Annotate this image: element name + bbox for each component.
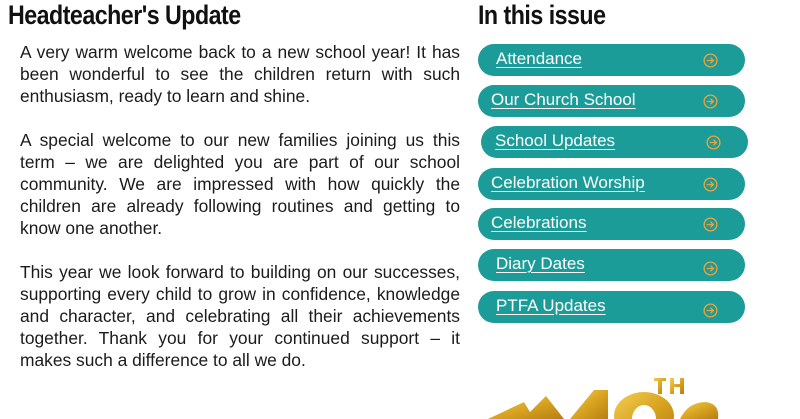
arrow-circle-right-icon [703,177,718,192]
page-title: Headteacher's Update [8,0,241,30]
arrow-circle-right-icon [703,94,718,109]
nav-link-ptfa-updates[interactable] [478,291,745,323]
nav-link-celebrations[interactable] [478,208,745,240]
headteacher-article [20,41,460,393]
article-paragraph: This year we look forward to building on our successes, supporting every child to grow in confidence, knowledge and character, and celebrating all their achievements together. Thank you for your continued support – it makes such a difference to all we do. [20,262,460,370]
nav-link-celebration-worship[interactable] [478,168,745,200]
nav-link-label: Our Church School [491,90,636,109]
gold-anniversary-logo [484,372,724,419]
arrow-circle-right-icon [703,261,718,276]
arrow-circle-right-icon [703,217,718,232]
nav-link-label: Diary Dates [496,254,585,273]
arrow-circle-right-icon [703,53,718,68]
nav-link-label: School Updates [495,131,616,150]
arrow-circle-right-icon [706,135,721,150]
article-paragraph: A very warm welcome back to a new school year! It has been wonderful to see the children return with such enthusiasm, ready to learn and shine. [20,42,460,106]
nav-link-label: Attendance [496,49,583,68]
nav-link-diary-dates[interactable] [478,249,745,281]
arrow-circle-right-icon [703,303,718,318]
sidebar-title: In this issue [478,0,606,30]
nav-link-label: PTFA Updates [496,296,606,315]
nav-link-school-updates[interactable] [481,126,748,158]
nav-link-label: Celebration Worship [491,173,645,192]
nav-link-attendance[interactable] [478,44,745,76]
article-paragraph: A special welcome to our new families joining us this term – we are delighted you are part of our school community. We are impressed with how quickly the children are already following routines and getting to know one another. [20,130,460,238]
nav-link-label: Celebrations [491,213,587,232]
nav-link-our-church-school[interactable] [478,85,745,117]
